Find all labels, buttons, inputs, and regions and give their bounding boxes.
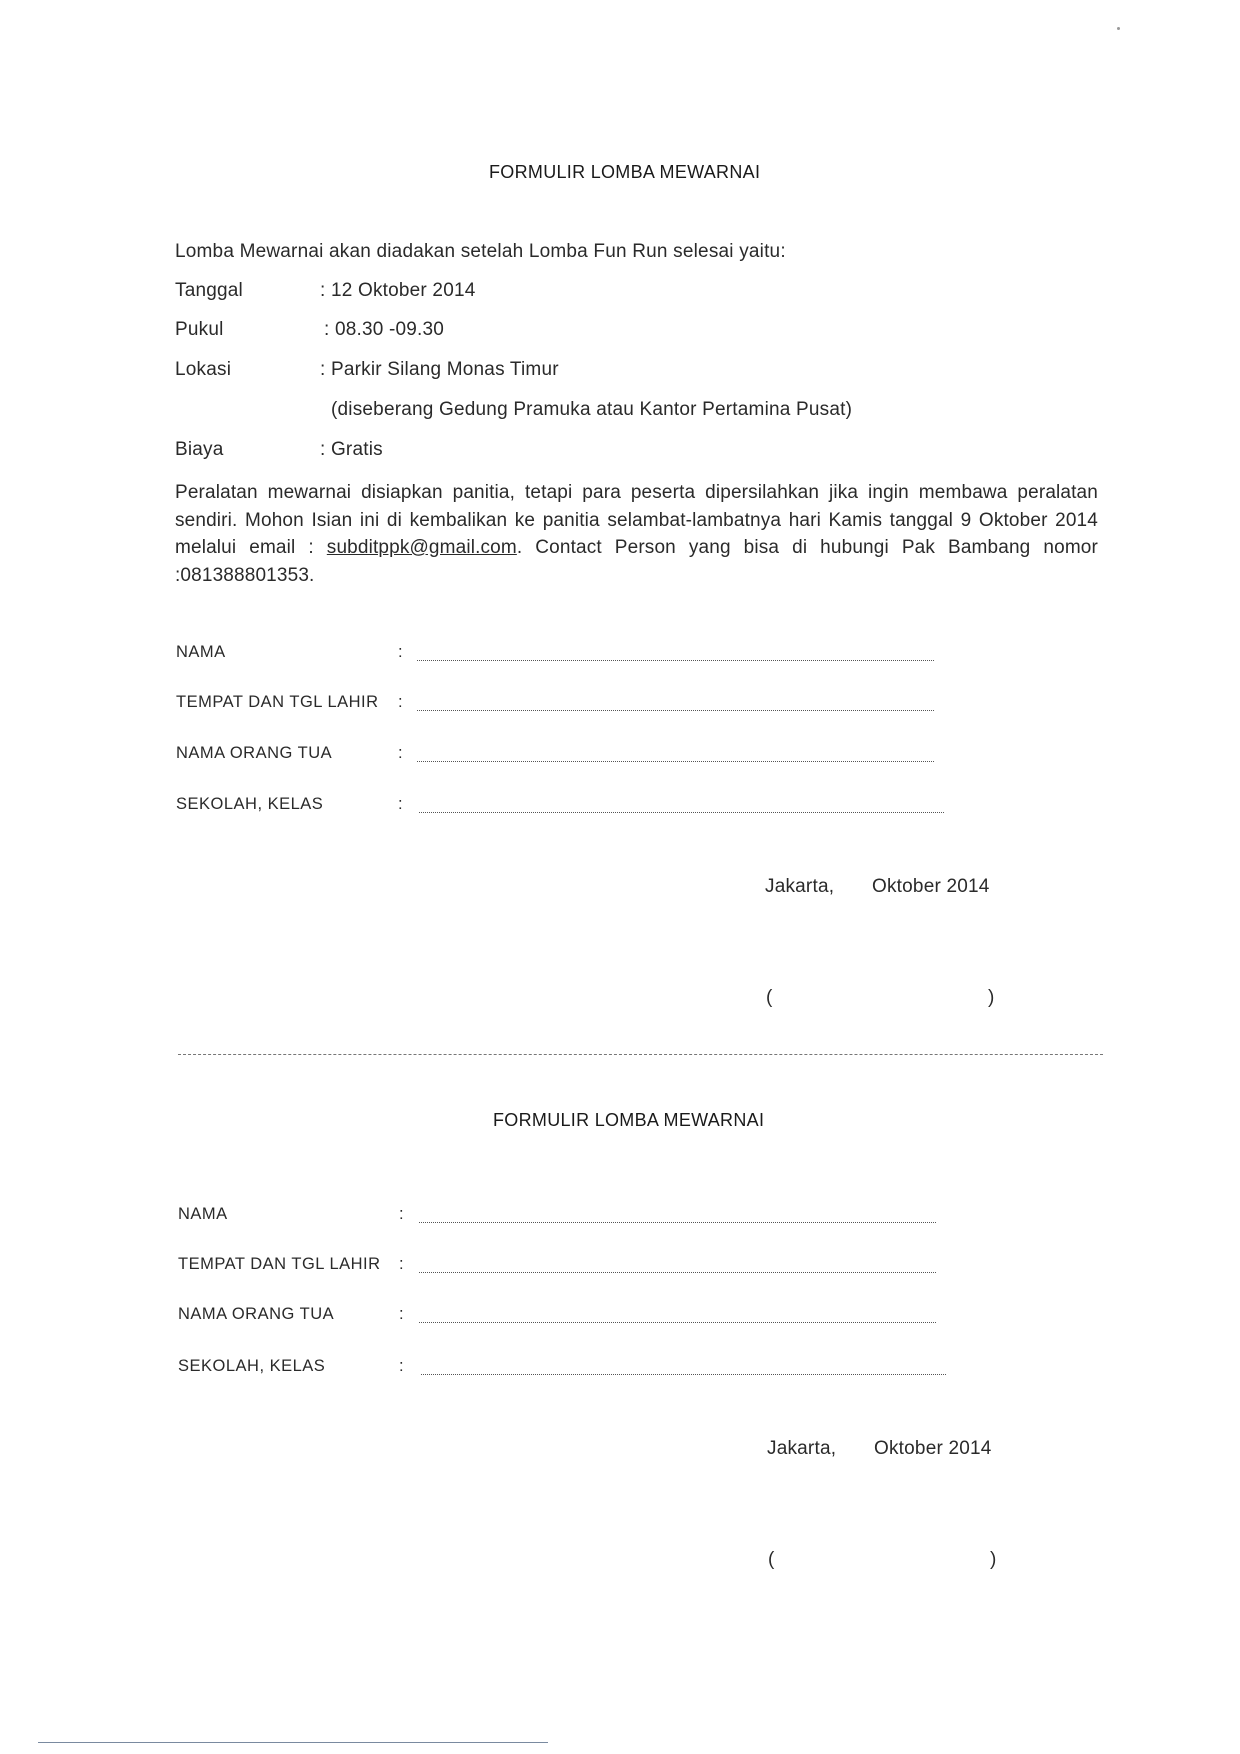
form1-name-colon: :	[398, 643, 403, 661]
form1-birth-colon: :	[398, 693, 403, 711]
instructions-paragraph	[175, 479, 1098, 589]
form1-birth-label: TEMPAT DAN TGL LAHIR	[176, 693, 379, 711]
form2-parent-field[interactable]	[419, 1322, 936, 1323]
cut-line	[178, 1054, 1103, 1055]
location-value: : Parkir Silang Monas Timur	[320, 359, 559, 380]
form2-parent-colon: :	[399, 1305, 404, 1323]
form1-place: Jakarta,	[765, 876, 835, 897]
form2-month-year: Oktober 2014	[874, 1438, 992, 1459]
form1-school-label: SEKOLAH, KELAS	[176, 795, 324, 813]
scan-speck	[1117, 27, 1120, 30]
form1-signature-close: )	[988, 987, 995, 1008]
form2-signature-open: (	[768, 1549, 775, 1570]
paragraph-text-2: . Contact Person yang bisa di hubungi Pak Bambang nomor :081388801353.	[175, 537, 1098, 586]
form2-school-field[interactable]	[421, 1374, 946, 1375]
form2-name-label: NAMA	[178, 1205, 228, 1223]
form1-intro: Lomba Mewarnai akan diadakan setelah Lomba Fun Run selesai yaitu:	[175, 241, 786, 262]
form2-title: FORMULIR LOMBA MEWARNAI	[493, 1110, 765, 1130]
form1-name-label: NAMA	[176, 643, 226, 661]
form1-parent-label: NAMA ORANG TUA	[176, 744, 333, 762]
form1-title: FORMULIR LOMBA MEWARNAI	[489, 162, 761, 182]
location-note: (diseberang Gedung Pramuka atau Kantor Pertamina Pusat)	[331, 399, 853, 420]
form1-parent-colon: :	[398, 744, 403, 762]
form2-school-label: SEKOLAH, KELAS	[178, 1357, 326, 1375]
cost-value: : Gratis	[320, 439, 383, 460]
form1-parent-field[interactable]	[417, 761, 934, 762]
form2-birth-colon: :	[399, 1255, 404, 1273]
location-label: Lokasi	[175, 359, 232, 380]
email-link[interactable]: subditppk@gmail.com	[326, 537, 517, 558]
form1-signature-open: (	[766, 987, 773, 1008]
form2-birth-label: TEMPAT DAN TGL LAHIR	[178, 1255, 381, 1273]
time-value: : 08.30 -09.30	[324, 319, 445, 340]
cost-label: Biaya	[175, 439, 224, 460]
date-value: : 12 Oktober 2014	[320, 280, 476, 301]
paragraph-text-1: Peralatan mewarnai disiapkan panitia, tetapi para peserta dipersilahkan jika ingin membawa peralatan sendiri. Mohon Isian ini di kembalikan ke panitia selambat-lambatnya hari Kamis tanggal 9 Oktober 2014 melalui email :	[175, 482, 1098, 558]
form1-name-field[interactable]	[417, 660, 934, 661]
form1-birth-field[interactable]	[417, 710, 934, 711]
form2-place: Jakarta,	[767, 1438, 837, 1459]
form2-school-colon: :	[399, 1357, 404, 1375]
form1-school-field[interactable]	[419, 812, 944, 813]
form1-school-colon: :	[398, 795, 403, 813]
form2-birth-field[interactable]	[419, 1272, 936, 1273]
form1-month-year: Oktober 2014	[872, 876, 990, 897]
bottom-scan-line	[38, 1742, 548, 1743]
form2-signature-close: )	[990, 1549, 997, 1570]
form2-parent-label: NAMA ORANG TUA	[178, 1305, 335, 1323]
form2-name-field[interactable]	[419, 1222, 936, 1223]
form2-name-colon: :	[399, 1205, 404, 1223]
time-label: Pukul	[175, 319, 224, 340]
date-label: Tanggal	[175, 280, 243, 301]
